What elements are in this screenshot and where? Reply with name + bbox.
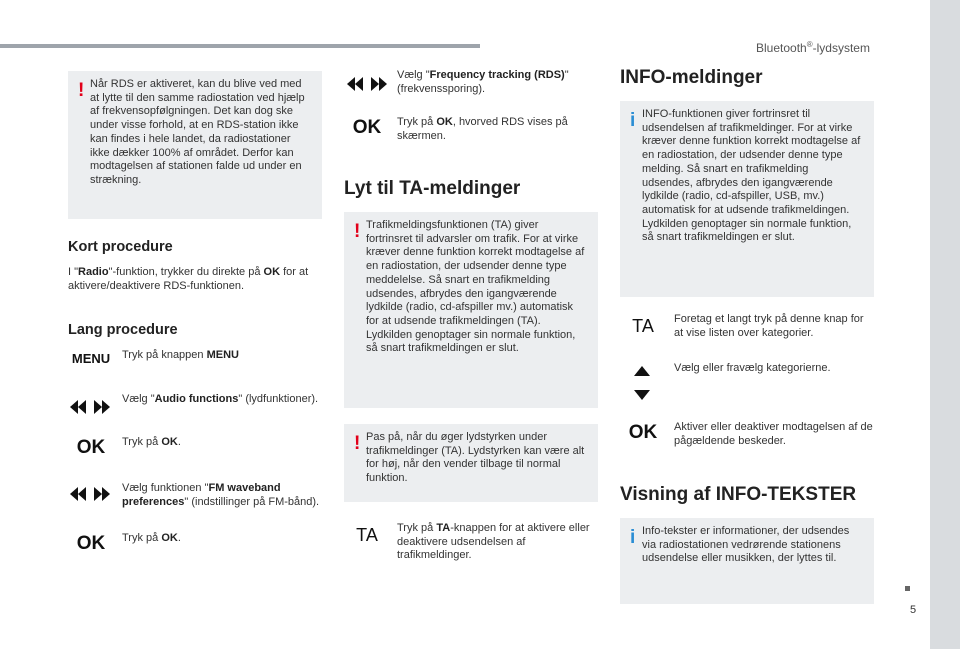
left-right-arrows-icon: [70, 400, 110, 414]
volume-warning-note: [344, 424, 598, 502]
step-audio-functions: Vælg "Audio functions" (lydfunktioner).: [122, 393, 319, 405]
ta-warning-note: [344, 212, 598, 408]
visning-note-text: Info-tekster er informationer, der udsendes via radiostationen vedrørende stationens udsendelse eller musikken, der lyttes til.: [642, 525, 850, 565]
step-select-categories: Vælg eller fravælg kategorierne.: [674, 362, 831, 374]
visning-note: [620, 518, 874, 604]
ok-key-icon: OK: [628, 422, 658, 443]
up-down-arrows-icon: [634, 366, 650, 400]
warning-icon: !: [354, 221, 361, 242]
step-ok-2: Tryk på OK.: [122, 532, 181, 544]
step-ok-1: Tryk på OK.: [122, 436, 181, 448]
info-icon: i: [630, 110, 636, 131]
info-icon: i: [630, 527, 636, 548]
left-right-arrows-icon: [70, 487, 110, 501]
section-title: Bluetooth®-lydsystem: [756, 40, 870, 55]
ta-warning-text: Trafikmeldingsfunktionen (TA) giver fortrinsret til advarsler om trafik. For at virke kræver denne funktion korrekt modtagelse af en radiostation, der udsender denne type meddelelse. Så snart en trafikmelding udsendes, afbrydes den igangværende lydkilde (radio, cd-afspiller mv.) automatisk for at udsende trafikmeldingen (TA). Lydkilden genoptager sin normale funktion, så snart trafikmeldingen er slut.: [366, 219, 585, 355]
warning-icon: !: [354, 433, 361, 454]
header-rule: [0, 44, 480, 48]
info-note: [620, 101, 874, 297]
page-marker: [905, 586, 910, 591]
rds-warning-text: Når RDS er aktiveret, kan du blive ved med at lytte til den samme radiostation ved hjælp af frekvensopfølgningen. Det kan dog ske under visse forhold, at en RDS-station ikke kan findes i hele landet, da radiostationer ikke dækker 100% af området. Derfor kan modtagelsen af stationen falde ud under en strækning.: [90, 78, 305, 186]
ta-key-icon: TA: [632, 316, 654, 336]
menu-key-icon: MENU: [71, 351, 111, 366]
step-menu: Tryk på knappen MENU: [122, 349, 239, 361]
step-ok-rds: Tryk på OK, hvorved RDS vises på skærmen.: [397, 116, 568, 142]
visning-heading: Visning af INFO-TEKSTER: [620, 484, 857, 505]
step-ta-toggle: Tryk på TA-knappen for at aktivere eller deaktivere udsendelsen af trafikmeldinger.: [397, 522, 590, 562]
ta-key-icon: TA: [356, 525, 378, 545]
page-number: 5: [910, 604, 917, 616]
step-list-categories: Foretag et langt tryk på denne knap for at vise listen over kategorier.: [674, 313, 864, 339]
ok-key-icon: OK: [76, 437, 106, 458]
ta-heading: Lyt til TA-meldinger: [344, 178, 521, 199]
ok-key-icon: OK: [352, 117, 382, 138]
lang-procedure-heading: Lang procedure: [68, 322, 178, 338]
page-sidebar: [930, 0, 960, 649]
kort-procedure-heading: Kort procedure: [68, 239, 173, 255]
info-note-text: INFO-funktionen giver fortrinsret til udsendelsen af trafikmeldinger. For at virke kræver denne funktion korrekt modtagelse af en radiostation, der udsender denne type melding. Så snart en trafikmelding udsendes, afbrydes den igangværende lydkilde (radio, cd-afspiller, USB, mv.) automatisk for at udsende trafikmeldingen. Lydkilden genoptager sin normale funktion, så snart trafikmeldingen er slut.: [642, 108, 861, 244]
step-activate-messages: Aktiver eller deaktiver modtagelsen af de pågældende beskeder.: [674, 421, 873, 447]
ok-key-icon: OK: [76, 533, 106, 554]
warning-icon: !: [78, 80, 85, 101]
step-frequency-tracking: Vælg "Frequency tracking (RDS)" (frekvenssporing).: [397, 69, 569, 95]
left-right-arrows-icon: [347, 77, 387, 91]
rds-warning-note: [68, 71, 322, 219]
volume-warning-text: Pas på, når du øger lydstyrken under trafikmeldinger (TA). Lydstyrken kan være alt for høj, når den vender tilbage til normal funktion.: [366, 431, 585, 485]
kort-procedure-text: I "Radio"-funktion, trykker du direkte på OK for at aktivere/deaktivere RDS-funktionen.: [68, 266, 309, 292]
step-fm-waveband: Vælg funktionen "FM waveband preferences" (indstillinger på FM-bånd).: [122, 482, 320, 508]
info-heading: INFO-meldinger: [620, 67, 763, 88]
